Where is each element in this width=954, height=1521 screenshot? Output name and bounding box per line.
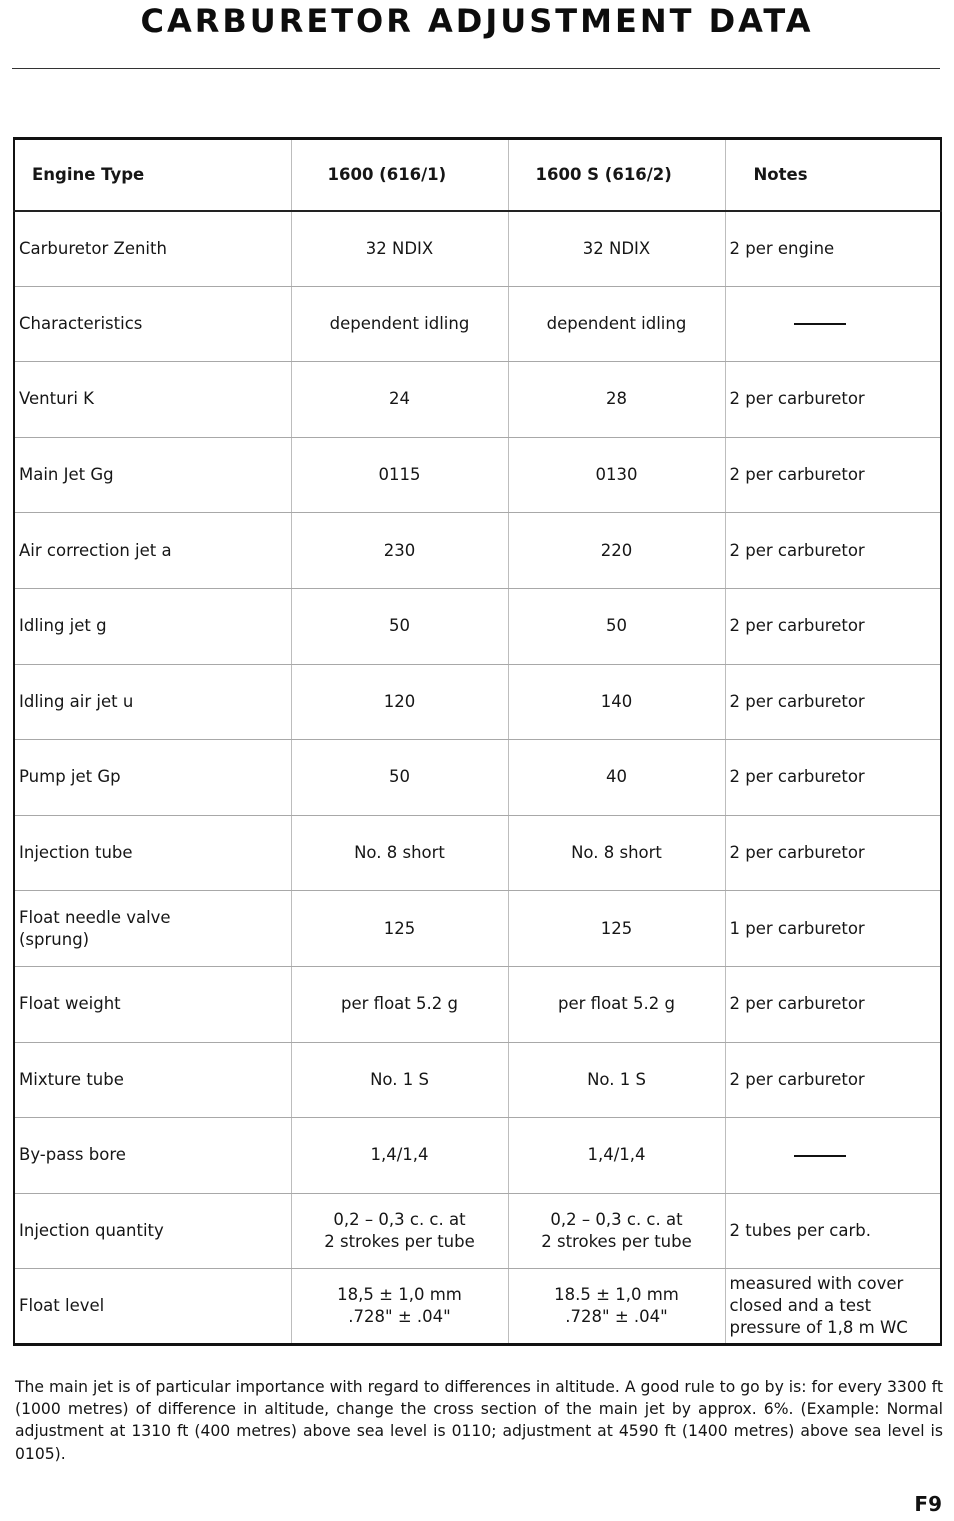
- value-1600s-cell: [508, 966, 725, 1042]
- notes-cell-text: 2 per carburetor: [729, 843, 865, 863]
- value-1600-cell: [291, 437, 508, 513]
- table-row: [14, 1193, 941, 1269]
- value-1600-cell-line: 2 strokes per tube: [324, 1232, 475, 1252]
- table-row: [14, 437, 941, 513]
- table-row: [14, 891, 941, 967]
- table-row: [14, 1118, 941, 1194]
- table-row: [14, 664, 941, 740]
- value-1600-cell-text: 230: [383, 540, 416, 560]
- table-row: [14, 588, 941, 664]
- table-row: [14, 211, 941, 287]
- value-1600s-cell-text: 50: [606, 616, 627, 636]
- not-applicable-text: [846, 313, 847, 314]
- header-notes: Notes: [725, 139, 941, 211]
- table-body: [14, 211, 941, 1345]
- value-1600s-cell: [508, 891, 725, 967]
- parameter-cell: [14, 966, 291, 1042]
- value-1600-cell: [291, 891, 508, 967]
- value-1600-cell-text: 125: [383, 918, 416, 938]
- value-1600s-cell-text: dependent idling: [546, 313, 687, 333]
- value-1600-cell-text: 1,4/1,4: [370, 1145, 429, 1165]
- notes-cell: [725, 362, 941, 438]
- parameter-cell: [14, 362, 291, 438]
- value-1600-cell: [291, 513, 508, 589]
- notes-cell: [725, 815, 941, 891]
- value-1600-cell: [291, 664, 508, 740]
- value-1600s-cell: [508, 815, 725, 891]
- value-1600s-cell-text: No. 8 short: [571, 843, 662, 863]
- title-divider: [12, 68, 940, 69]
- parameter-cell-text: Injection tube: [19, 843, 133, 863]
- parameter-cell: [14, 815, 291, 891]
- value-1600s-cell: [508, 211, 725, 287]
- parameter-cell: [14, 211, 291, 287]
- value-1600-cell: [291, 1118, 508, 1194]
- value-1600-cell: [291, 966, 508, 1042]
- parameter-cell-text: Main Jet Gg: [19, 465, 114, 485]
- value-1600s-cell-line: .728" ± .04": [565, 1307, 668, 1327]
- value-1600s-cell-line: 18.5 ± 1,0 mm: [554, 1285, 679, 1305]
- not-applicable-dash: [794, 323, 846, 325]
- header-engine-type: Engine Type: [14, 139, 291, 211]
- value-1600s-cell: [508, 1042, 725, 1118]
- notes-cell-text: 1 per carburetor: [729, 918, 865, 938]
- value-1600s-cell: [508, 664, 725, 740]
- table-row: [14, 1042, 941, 1118]
- value-1600s-cell-line: 0,2 – 0,3 c. c. at: [550, 1210, 683, 1230]
- value-1600-cell-text: No. 8 short: [354, 843, 445, 863]
- value-1600s-cell-text: 1,4/1,4: [587, 1145, 646, 1165]
- value-1600s-cell: [508, 740, 725, 816]
- parameter-cell: [14, 891, 291, 967]
- notes-cell: [725, 286, 941, 362]
- notes-cell-text: 2 per carburetor: [729, 1069, 865, 1089]
- parameter-cell-line: (sprung): [19, 929, 90, 949]
- value-1600s-cell-text: 140: [600, 691, 633, 711]
- notes-cell: [725, 588, 941, 664]
- table-row: [14, 362, 941, 438]
- notes-cell-text: 2 tubes per carb.: [729, 1221, 871, 1241]
- notes-cell: [725, 513, 941, 589]
- value-1600s-cell: [508, 1193, 725, 1269]
- parameter-cell-text: Float weight: [19, 994, 121, 1014]
- notes-cell-text: 2 per carburetor: [729, 540, 865, 560]
- value-1600-cell-text: 0115: [378, 465, 421, 485]
- notes-cell: [725, 1042, 941, 1118]
- header-1600s: 1600 S (616/2): [508, 139, 725, 211]
- parameter-cell-text: Idling air jet u: [19, 691, 134, 711]
- parameter-cell-text: Float level: [19, 1296, 105, 1316]
- value-1600-cell-line: 0,2 – 0,3 c. c. at: [333, 1210, 466, 1230]
- value-1600s-cell-text: per float 5.2 g: [558, 994, 675, 1014]
- not-applicable-dash: [794, 1155, 846, 1157]
- parameter-cell: [14, 1269, 291, 1345]
- value-1600s-cell: [508, 286, 725, 362]
- value-1600s-cell-text: 0130: [595, 465, 638, 485]
- notes-cell: [725, 891, 941, 967]
- value-1600-cell-line: 18,5 ± 1,0 mm: [337, 1285, 462, 1305]
- value-1600-cell-text: 50: [389, 616, 410, 636]
- carburetor-data-table: [13, 137, 942, 1346]
- value-1600-cell: [291, 815, 508, 891]
- footnote-paragraph: The main jet is of particular importance with regard to differences in altitude. A good rule to go by is: for every 3300 ft (1000 metres) of difference in altitude, change the cross section of the main jet by approx. 6%. (Example: Normal adjustment at 1310 ft (400 metres) above sea level is 0110; adjustment at 4590 ft (1400 metres) above sea level is 0105).: [15, 1378, 943, 1463]
- value-1600s-cell: [508, 588, 725, 664]
- page-title: CARBURETOR ADJUSTMENT DATA: [140, 2, 814, 40]
- parameter-cell-text: Venturi K: [19, 389, 94, 409]
- parameter-cell: [14, 437, 291, 513]
- parameter-cell: [14, 513, 291, 589]
- parameter-cell-text: By-pass bore: [19, 1145, 126, 1165]
- notes-cell: [725, 740, 941, 816]
- table-row: [14, 966, 941, 1042]
- notes-cell-text: 2 per carburetor: [729, 389, 865, 409]
- value-1600s-cell-text: 220: [600, 540, 633, 560]
- table-row: [14, 1269, 941, 1345]
- notes-cell-line: closed and a test: [729, 1296, 872, 1316]
- parameter-cell-text: Injection quantity: [19, 1221, 164, 1241]
- notes-cell-line: pressure of 1,8 m WC: [729, 1318, 908, 1338]
- value-1600-cell: [291, 1269, 508, 1345]
- value-1600-cell: [291, 588, 508, 664]
- value-1600-cell-text: 32 NDIX: [365, 238, 434, 258]
- value-1600s-cell-text: 32 NDIX: [582, 238, 651, 258]
- parameter-cell-text: Air correction jet a: [19, 540, 172, 560]
- value-1600s-cell-text: 28: [606, 389, 627, 409]
- value-1600-cell: [291, 211, 508, 287]
- table-row: [14, 286, 941, 362]
- value-1600s-cell: [508, 1118, 725, 1194]
- table-row: [14, 740, 941, 816]
- value-1600-cell: [291, 740, 508, 816]
- parameter-cell: [14, 740, 291, 816]
- notes-cell: [725, 211, 941, 287]
- value-1600-cell-text: per float 5.2 g: [341, 994, 458, 1014]
- table-header-row: [14, 139, 941, 211]
- parameter-cell: [14, 588, 291, 664]
- value-1600-cell-text: 24: [389, 389, 410, 409]
- value-1600-cell-text: 50: [389, 767, 410, 787]
- value-1600s-cell: [508, 1269, 725, 1345]
- notes-cell-text: 2 per carburetor: [729, 767, 865, 787]
- notes-cell-line: measured with cover: [729, 1274, 904, 1294]
- value-1600s-cell-text: No. 1 S: [587, 1069, 646, 1089]
- parameter-cell: [14, 286, 291, 362]
- value-1600-cell: [291, 1042, 508, 1118]
- table-row: [14, 815, 941, 891]
- header-1600: 1600 (616/1): [291, 139, 508, 211]
- parameter-cell-text: Characteristics: [19, 313, 143, 333]
- notes-cell-text: 2 per carburetor: [729, 465, 865, 485]
- parameter-cell: [14, 1042, 291, 1118]
- notes-cell: [725, 1269, 941, 1345]
- table-row: [14, 513, 941, 589]
- value-1600s-cell: [508, 513, 725, 589]
- notes-cell: [725, 437, 941, 513]
- notes-cell-text: 2 per carburetor: [729, 616, 865, 636]
- value-1600s-cell-line: 2 strokes per tube: [541, 1232, 692, 1252]
- value-1600-cell-text: No. 1 S: [370, 1069, 429, 1089]
- value-1600-cell: [291, 362, 508, 438]
- parameter-cell-text: Idling jet g: [19, 616, 107, 636]
- notes-cell: [725, 1118, 941, 1194]
- notes-cell: [725, 1193, 941, 1269]
- value-1600-cell-line: .728" ± .04": [348, 1307, 451, 1327]
- parameter-cell-line: Float needle valve: [19, 907, 171, 927]
- value-1600s-cell: [508, 362, 725, 438]
- value-1600-cell-text: dependent idling: [329, 313, 470, 333]
- notes-cell-text: 2 per carburetor: [729, 994, 865, 1014]
- value-1600-cell-text: 120: [383, 691, 416, 711]
- parameter-cell-text: Carburetor Zenith: [19, 238, 167, 258]
- not-applicable-text: [846, 1144, 847, 1145]
- parameter-cell-text: Mixture tube: [19, 1069, 124, 1089]
- value-1600s-cell-text: 40: [606, 767, 627, 787]
- notes-cell-text: 2 per engine: [729, 238, 835, 258]
- page-number: F9: [914, 1492, 942, 1516]
- notes-cell-text: 2 per carburetor: [729, 691, 865, 711]
- notes-cell: [725, 966, 941, 1042]
- parameter-cell: [14, 664, 291, 740]
- notes-cell: [725, 664, 941, 740]
- value-1600-cell: [291, 1193, 508, 1269]
- value-1600s-cell: [508, 437, 725, 513]
- parameter-cell-text: Pump jet Gp: [19, 767, 121, 787]
- value-1600s-cell-text: 125: [600, 918, 633, 938]
- value-1600-cell: [291, 286, 508, 362]
- parameter-cell: [14, 1118, 291, 1194]
- parameter-cell: [14, 1193, 291, 1269]
